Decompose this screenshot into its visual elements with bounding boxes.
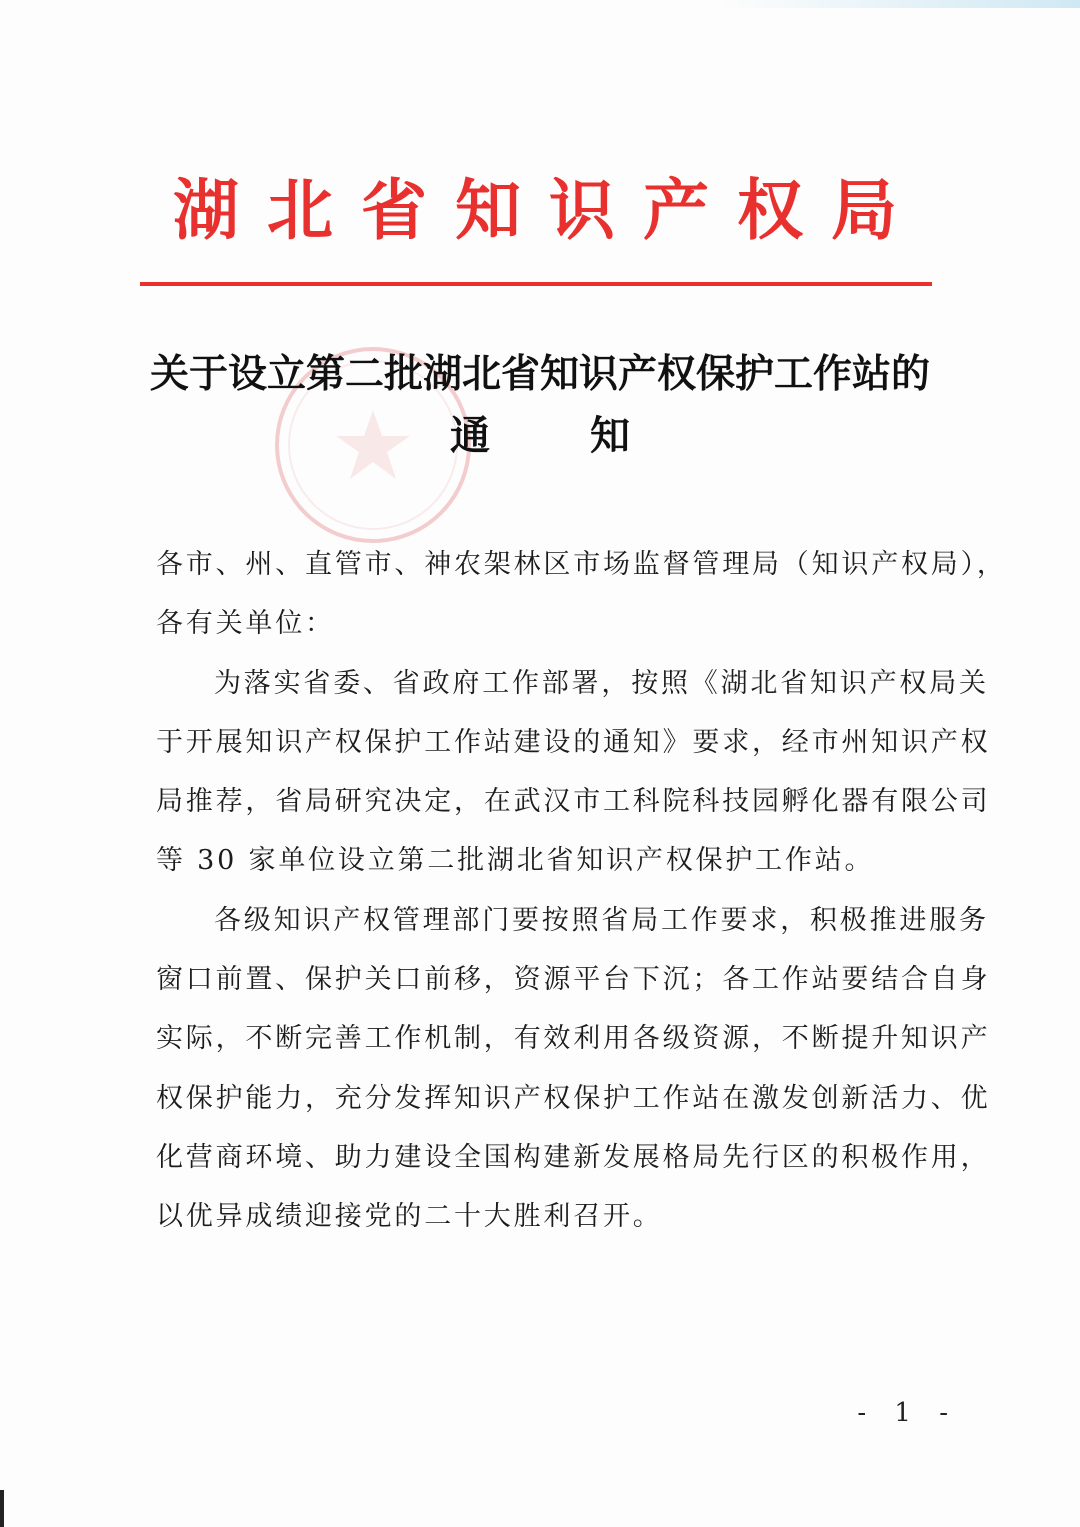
body-line: 各级知识产权管理部门要按照省局工作要求，积极推进服务 [214,904,989,936]
body-line: 权保护能力，充分发挥知识产权保护工作站在激发创新活力、优 [156,1082,991,1114]
body-line: 窗口前置、保护关口前移，资源平台下沉；各工作站要结合自身 [156,964,991,996]
scan-shading [720,0,1080,8]
notice-body [156,535,1007,1247]
body-line: 各有关单位： [156,608,335,640]
page-number: - 1 - [857,1398,958,1428]
body-line: 为落实省委、省政府工作部署，按照《湖北省知识产权局关 [214,667,989,699]
notice-title-line-2: 通知 [450,412,730,459]
body-line: 以优异成绩迎接党的二十大胜利召开。 [156,1201,663,1233]
body-line: 于开展知识产权保护工作站建设的通知》要求，经市州知识产权 [156,726,991,758]
scan-edge-mark [0,1490,4,1527]
body-line: 化营商环境、助力建设全国构建新发展格局先行区的积极作用， [156,1141,991,1173]
body-line: 等 30 家单位设立第二批湖北省知识产权保护工作站。 [156,845,875,877]
body-line: 实际，不断完善工作机制，有效利用各级资源，不断提升知识产 [156,1023,991,1055]
body-line: 各市、州、直管市、神农架林区市场监督管理局（知识产权局）， [156,549,1007,580]
issuer-header: 湖北省知识产权局 [173,171,925,249]
header-red-rule [140,282,932,286]
notice-title-line-1: 关于设立第二批湖北省知识产权保护工作站的 [149,351,930,397]
body-line: 局推荐，省局研究决定，在武汉市工科院科技园孵化器有限公司 [156,786,991,818]
